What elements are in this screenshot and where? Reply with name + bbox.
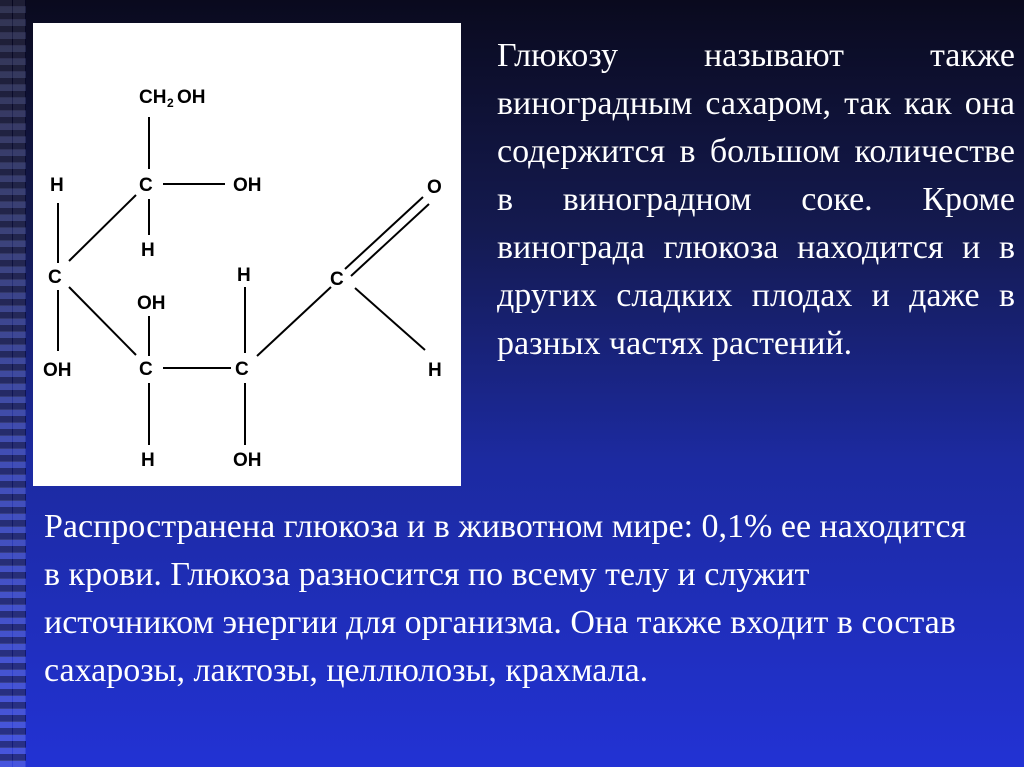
atom-c1: C xyxy=(330,269,344,290)
bond-c5-c4 xyxy=(69,195,136,261)
bond-c1-h xyxy=(355,288,425,350)
decorative-square-strip-overlay xyxy=(0,0,26,767)
atom-ch2oh-ch: CH xyxy=(139,87,167,108)
atom-c1-h: H xyxy=(428,360,442,381)
atom-c1-o: O xyxy=(427,177,442,198)
atom-c3-h: H xyxy=(141,450,155,471)
atom-c2-h: H xyxy=(237,265,251,286)
atom-c5: C xyxy=(139,175,153,196)
atom-c3: C xyxy=(139,359,153,380)
glucose-formula-diagram xyxy=(33,23,461,486)
atom-ch2oh-subscript: 2 xyxy=(167,96,174,110)
bond-c4-c3 xyxy=(69,287,136,355)
bond-c1-o-double-b xyxy=(351,204,429,276)
atom-c4-oh: OH xyxy=(43,360,72,381)
atom-c5-h: H xyxy=(141,240,155,261)
bond-c1-o-double-a xyxy=(345,197,423,269)
bond-c2-c1 xyxy=(257,287,331,356)
glucose-distribution-paragraph: Распространена глюкоза и в животном мире: 0,1% ее находится в крови. Глюкоза разносится по всему телу и служит источником энергии для организма. Она также входит в состав сахарозы, лактозы, целлюлозы, крахмала. xyxy=(44,508,967,689)
glucose-structural-formula xyxy=(33,23,461,486)
atom-c2: C xyxy=(235,359,249,380)
glucose-description-paragraph: Глюкозу называют также виноградным сахаром, так как она содержится в большом количестве в виноградном соке. Кроме винограда глюкоза находится и в других сладких плодах и даже в разных частях растений. xyxy=(497,37,1015,362)
atom-c4-h: H xyxy=(50,175,64,196)
atom-ch2oh-oh: OH xyxy=(177,87,206,108)
atom-c5-oh: OH xyxy=(233,175,262,196)
atom-c4: C xyxy=(48,267,62,288)
atom-c2-oh: OH xyxy=(233,450,262,471)
atom-c3-oh: OH xyxy=(137,293,166,314)
